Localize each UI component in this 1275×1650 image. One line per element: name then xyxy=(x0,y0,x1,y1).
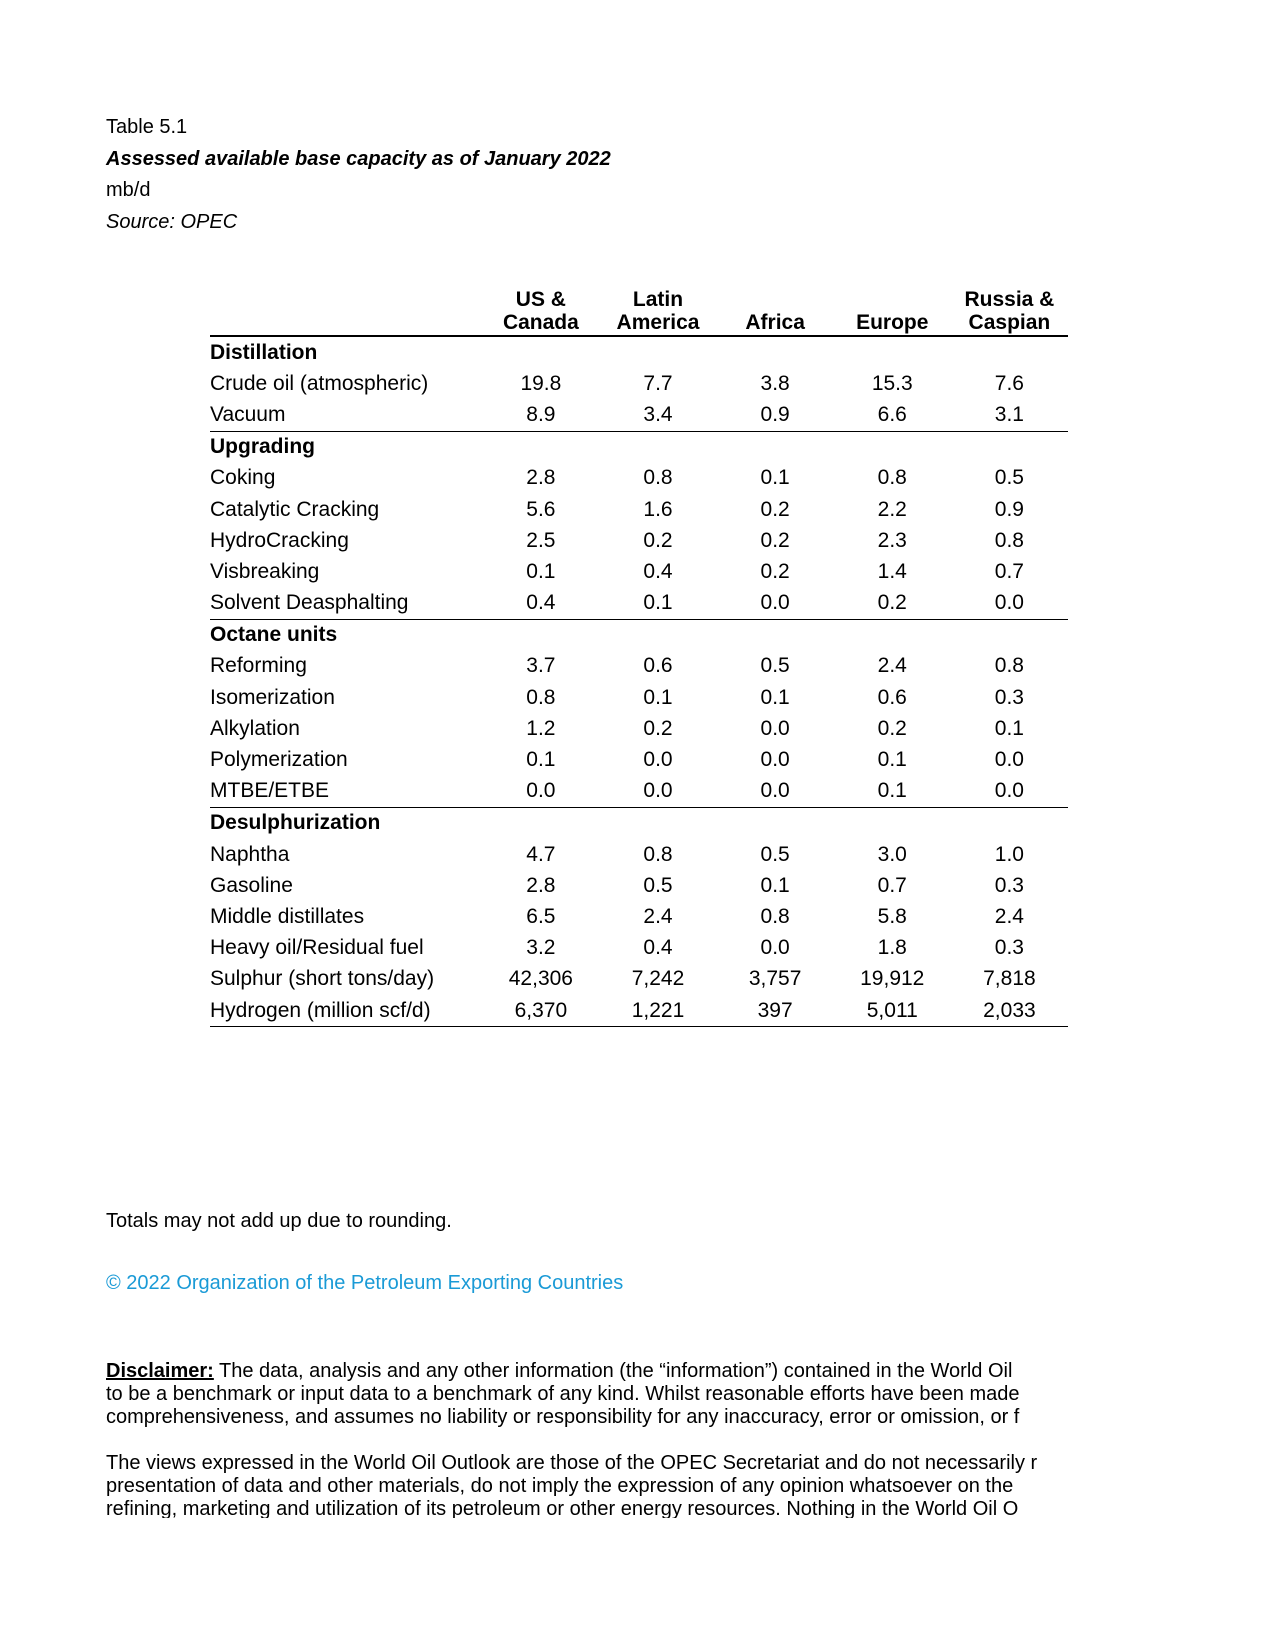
table-cell: 1.4 xyxy=(877,559,907,583)
table-cell: 8.9 xyxy=(482,399,599,431)
table-cell: 0.0 xyxy=(760,716,790,740)
table-cell: 0.5 xyxy=(760,842,790,866)
table-cell: 0.0 xyxy=(643,748,673,772)
table-cell: 0.0 xyxy=(760,748,790,772)
table-row xyxy=(210,556,1068,587)
table-number: Table 5.1 xyxy=(106,116,188,138)
row-label: Polymerization xyxy=(210,748,348,772)
table-row xyxy=(210,651,1068,682)
table-cell: 0.5 xyxy=(643,873,673,897)
table-cell: 0.2 xyxy=(760,497,790,521)
table-cell: 3,757 xyxy=(748,967,802,991)
table-cell: 0.0 xyxy=(994,748,1024,772)
row-label: Solvent Deasphalting xyxy=(210,588,482,620)
category-row xyxy=(210,619,1068,651)
table-cell: 5,011 xyxy=(834,995,951,1027)
table-cell: 2.4 xyxy=(643,904,673,928)
table-cell: 0.0 xyxy=(717,776,834,808)
capacity-table xyxy=(210,277,1068,1027)
row-label: Hydrogen (million scf/d) xyxy=(210,995,482,1027)
table-cell: 0.8 xyxy=(643,842,673,866)
table-cell: 2.4 xyxy=(994,904,1024,928)
disclaimer-line: to be a benchmark or input data to a benchmark of any kind. Whilst reasonable efforts have been made xyxy=(106,1383,1020,1405)
table-cell: 0.5 xyxy=(760,654,790,678)
table-cell: 2.3 xyxy=(877,528,907,552)
table-cell: 6,370 xyxy=(482,995,599,1027)
table-cell: 1.6 xyxy=(643,497,673,521)
column-header xyxy=(482,277,599,336)
column-header-text: Caspian xyxy=(968,311,1051,334)
column-header-row xyxy=(210,277,1068,336)
table-cell: 7,818 xyxy=(983,967,1036,991)
table-cell: 0.2 xyxy=(760,559,790,583)
table-cell: 0.1 xyxy=(526,559,556,583)
table-cell: 0.1 xyxy=(834,776,951,808)
table-cell: 42,306 xyxy=(508,967,573,991)
row-label: Heavy oil/Residual fuel xyxy=(210,936,424,960)
copyright-link[interactable]: © 2022 Organization of the Petroleum Exporting Countries xyxy=(106,1272,624,1294)
disclaimer-label: Disclaimer: xyxy=(106,1360,214,1382)
table-row xyxy=(210,368,1068,399)
table-cell: 5.8 xyxy=(877,904,907,928)
table-cell: 0.1 xyxy=(994,716,1024,740)
table-cell: 0.1 xyxy=(877,748,907,772)
table-cell: 2.2 xyxy=(877,497,907,521)
row-label: Reforming xyxy=(210,654,307,678)
table-cell: 0.0 xyxy=(599,776,716,808)
table-cell: 0.2 xyxy=(760,528,790,552)
category-label: Desulphurization xyxy=(210,811,381,835)
row-label: Isomerization xyxy=(210,685,335,709)
category-row xyxy=(210,807,1068,839)
table-cell: 0.6 xyxy=(877,685,907,709)
row-label: HydroCracking xyxy=(210,528,349,552)
column-header-text: America xyxy=(616,311,700,334)
row-label: Sulphur (short tons/day) xyxy=(210,967,435,991)
table-cell: 0.0 xyxy=(760,936,790,960)
table-row xyxy=(210,682,1068,713)
table-cell: 0.7 xyxy=(877,873,907,897)
row-label: Naphtha xyxy=(210,842,290,866)
table-cell: 19.8 xyxy=(520,371,562,395)
table-cell: 4.7 xyxy=(526,842,556,866)
table-row xyxy=(210,933,1068,964)
disclaimer-line xyxy=(106,1360,1068,1383)
table-cell: 3.8 xyxy=(760,371,790,395)
disclaimer-line: refining, marketing and utilization of its petroleum or other energy resources. Nothing in the World Oil O xyxy=(106,1498,1019,1518)
disclaimer-line: comprehensiveness, and assumes no liability or responsibility for any inaccuracy, error or omission, or f xyxy=(106,1406,1020,1428)
row-label: Coking xyxy=(210,466,276,490)
table-cell: 5.6 xyxy=(526,497,556,521)
table-cell: 0.1 xyxy=(760,466,790,490)
table-row xyxy=(210,713,1068,744)
table-cell: 0.0 xyxy=(717,588,834,620)
table-body xyxy=(210,336,1068,1027)
table-cell: 2.8 xyxy=(526,873,556,897)
table-cell: 0.7 xyxy=(994,559,1024,583)
table-cell: 3.0 xyxy=(877,842,907,866)
table-cell: 7.6 xyxy=(994,371,1024,395)
table-cell: 19,912 xyxy=(860,967,925,991)
table-cell: 0.8 xyxy=(526,685,556,709)
table-cell: 0.3 xyxy=(994,936,1024,960)
table-cell: 0.0 xyxy=(951,776,1068,808)
table-cell: 2,033 xyxy=(951,995,1068,1027)
table-cell: 1,221 xyxy=(599,995,716,1027)
footnote: Totals may not add up due to rounding. xyxy=(106,1210,452,1232)
column-header-text: Russia & xyxy=(964,288,1055,311)
table-cell: 1.2 xyxy=(526,716,556,740)
disclaimer-line: presentation of data and other materials, do not imply the expression of any opinion whatsoever on the xyxy=(106,1475,1014,1497)
table-cell: 0.3 xyxy=(994,873,1024,897)
table-cell: 0.1 xyxy=(526,748,556,772)
table-cell: 0.5 xyxy=(994,466,1024,490)
table-cell: 6.5 xyxy=(526,904,556,928)
table-cell: 3.1 xyxy=(951,399,1068,431)
table-row xyxy=(210,399,1068,431)
row-label-header xyxy=(210,277,482,336)
table-cell: 0.2 xyxy=(877,716,907,740)
table-cell: 0.1 xyxy=(599,588,716,620)
table-cell: 0.4 xyxy=(482,588,599,620)
table-cell: 0.0 xyxy=(482,776,599,808)
table-cell: 0.3 xyxy=(994,685,1024,709)
table-cell: 0.9 xyxy=(717,399,834,431)
table-unit: mb/d xyxy=(106,179,151,201)
table-row xyxy=(210,744,1068,775)
category-label: Octane units xyxy=(210,623,338,647)
table-row xyxy=(210,525,1068,556)
table-cell: 0.8 xyxy=(994,654,1024,678)
category-row xyxy=(210,336,1068,368)
table-cell: 0.8 xyxy=(643,466,673,490)
table-cell: 0.4 xyxy=(643,559,673,583)
table-cell: 0.2 xyxy=(834,588,951,620)
table-row xyxy=(210,870,1068,901)
table-cell: 0.0 xyxy=(951,588,1068,620)
row-label: Crude oil (atmospheric) xyxy=(210,371,429,395)
table-source: Source: OPEC xyxy=(106,211,238,233)
table-row xyxy=(210,964,1068,995)
table-cell: 7.7 xyxy=(643,371,673,395)
table-cell: 0.2 xyxy=(643,528,673,552)
table-row xyxy=(210,839,1068,870)
table-cell: 6.6 xyxy=(834,399,951,431)
table-cell: 0.2 xyxy=(643,716,673,740)
column-header xyxy=(834,277,951,336)
row-label: Alkylation xyxy=(210,716,300,740)
table-cell: 2.8 xyxy=(526,466,556,490)
column-header xyxy=(717,277,834,336)
table-cell: 0.4 xyxy=(643,936,673,960)
table-cell: 0.9 xyxy=(994,497,1024,521)
category-label: Distillation xyxy=(210,340,318,364)
column-header xyxy=(599,277,716,336)
row-label: Visbreaking xyxy=(210,559,320,583)
table-row xyxy=(210,494,1068,525)
table-row xyxy=(210,995,1068,1027)
table-cell: 1.0 xyxy=(994,842,1024,866)
table-cell: 7,242 xyxy=(631,967,685,991)
column-header-text: Latin xyxy=(632,288,684,311)
table-cell: 0.1 xyxy=(643,685,673,709)
table-cell: 3.7 xyxy=(526,654,556,678)
column-header xyxy=(951,277,1068,336)
table-row xyxy=(210,901,1068,932)
table-row xyxy=(210,588,1068,620)
disclaimer-text: The data, analysis and any other information (the “information”) contained in the World Oil xyxy=(213,1360,1013,1382)
row-label: Vacuum xyxy=(210,399,482,431)
disclaimer xyxy=(106,1360,1068,1518)
table-cell: 0.8 xyxy=(760,904,790,928)
table-cell: 0.8 xyxy=(877,466,907,490)
table-cell: 0.1 xyxy=(760,873,790,897)
table-cell: 0.6 xyxy=(643,654,673,678)
row-label: Catalytic Cracking xyxy=(210,497,380,521)
table-cell: 2.5 xyxy=(526,528,556,552)
table-row xyxy=(210,463,1068,494)
table-cell: 2.4 xyxy=(877,654,907,678)
column-header-text: Canada xyxy=(502,311,579,334)
row-label: Gasoline xyxy=(210,873,293,897)
table-title: Assessed available base capacity as of January 2022 xyxy=(106,148,611,170)
category-row xyxy=(210,431,1068,463)
table-cell: 1.8 xyxy=(877,936,907,960)
column-header-text: US & xyxy=(515,288,566,311)
table-cell: 15.3 xyxy=(871,371,913,395)
table-cell: 0.1 xyxy=(760,685,790,709)
column-header-text: Europe xyxy=(856,311,929,334)
row-label: Middle distillates xyxy=(210,904,365,928)
column-header-text: Africa xyxy=(745,311,805,334)
table-row xyxy=(210,776,1068,808)
table-cell: 0.8 xyxy=(994,528,1024,552)
table-cell: 397 xyxy=(717,995,834,1027)
row-label: MTBE/ETBE xyxy=(210,776,482,808)
disclaimer-line: The views expressed in the World Oil Outlook are those of the OPEC Secretariat and do not necessarily r xyxy=(106,1452,1038,1474)
category-label: Upgrading xyxy=(210,435,315,459)
table-cell: 3.2 xyxy=(526,936,556,960)
table-cell: 3.4 xyxy=(599,399,716,431)
